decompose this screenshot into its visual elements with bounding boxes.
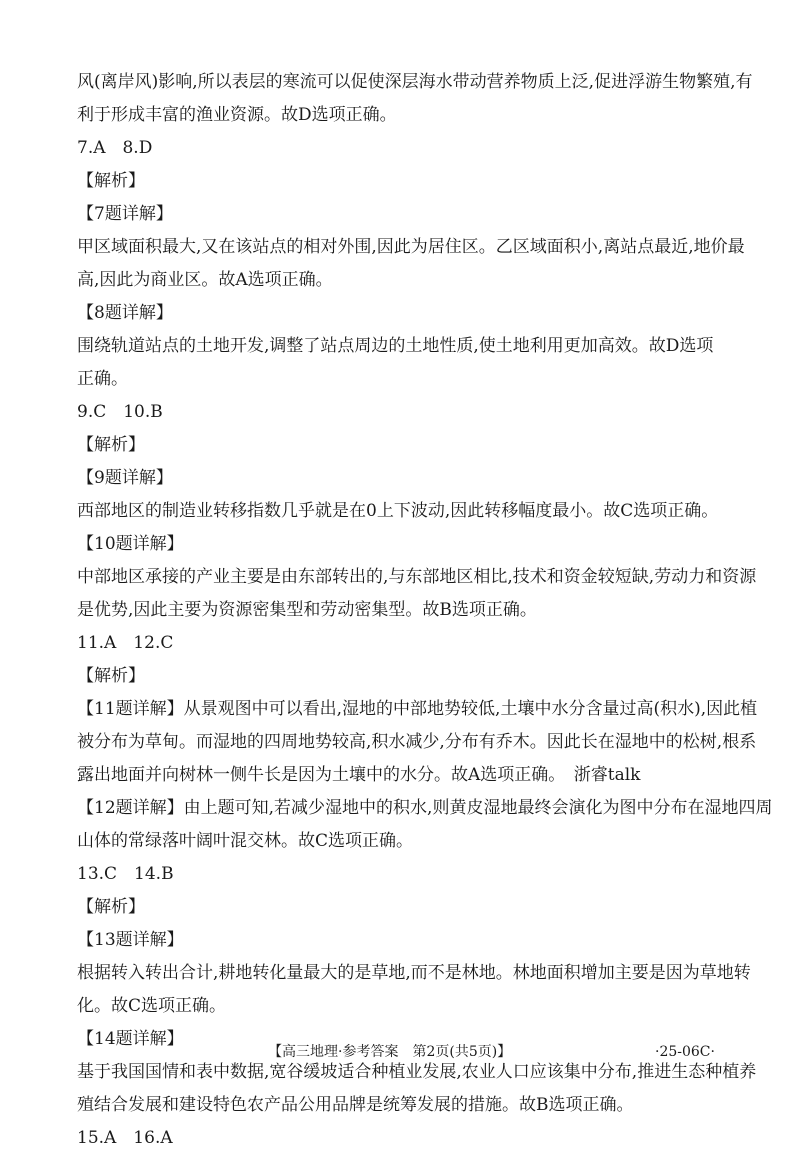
question-11-detail: 【11题详解】从景观图中可以看出,湿地的中部地势较低,土壤中水分含量过高(积水),因此植 <box>77 699 758 719</box>
answer-text-body <box>77 66 773 1155</box>
text-line: 露出地面并向树林一侧牛长是因为土壤中的水分。故A选项正确。 浙睿talk <box>77 765 641 785</box>
text-line: 是优势,因此主要为资源密集型和劳动密集型。故B选项正确。 <box>77 600 537 620</box>
text-line: 围绕轨道站点的土地开发,调整了站点周边的土地性质,使土地利用更加高效。故D选项 <box>77 336 714 356</box>
text-line: 被分布为草甸。而湿地的四周地势较高,积水减少,分布有乔木。因此长在湿地中的松树,根系 <box>77 732 757 752</box>
question-7-heading: 【7题详解】 <box>77 204 173 224</box>
footer-page-info: 【高三地理·参考答案 第2页(共5页)】 <box>268 1044 512 1060</box>
analysis-heading: 【解析】 <box>77 897 145 917</box>
text-line: 基于我国国情和表中数据,宽谷缓坡适合种植业发展,农业人口应该集中分布,推进生态种植养 <box>77 1062 757 1082</box>
text-line: 风(离岸风)影响,所以表层的寒流可以促使深层海水带动营养物质上泛,促进浮游生物繁殖,有 <box>77 72 753 92</box>
text-line: 利于形成丰富的渔业资源。故D选项正确。 <box>77 105 397 125</box>
text-line: 殖结合发展和建设特色农产品公用品牌是统筹发展的措施。故B选项正确。 <box>77 1095 634 1115</box>
question-10-heading: 【10题详解】 <box>77 534 184 554</box>
footer-doc-code: ·25-06C· <box>655 1044 715 1060</box>
text-line: 甲区域面积最大,又在该站点的相对外围,因此为居住区。乙区域面积小,离站点最近,地价最 <box>77 237 745 257</box>
text-line: 化。故C选项正确。 <box>77 996 227 1016</box>
answer-line-15-16: 15.A 16.A <box>77 1128 173 1148</box>
text-line: 正确。 <box>77 369 128 389</box>
question-9-heading: 【9题详解】 <box>77 468 173 488</box>
question-8-heading: 【8题详解】 <box>77 303 173 323</box>
text-line: 根据转入转出合计,耕地转化量最大的是草地,而不是林地。林地面积增加主要是因为草地转 <box>77 963 751 983</box>
text-line: 中部地区承接的产业主要是由东部转出的,与东部地区相比,技术和资金较短缺,劳动力和资源 <box>77 567 757 587</box>
analysis-heading: 【解析】 <box>77 435 145 455</box>
text-line: 山体的常绿落叶阔叶混交林。故C选项正确。 <box>77 831 414 851</box>
text-line: 西部地区的制造业转移指数几乎就是在0上下波动,因此转移幅度最小。故C选项正确。 <box>77 501 719 521</box>
question-12-detail: 【12题详解】由上题可知,若减少湿地中的积水,则黄皮湿地最终会演化为图中分布在湿地四周 <box>77 798 773 818</box>
analysis-heading: 【解析】 <box>77 171 145 191</box>
answer-line-9-10: 9.C 10.B <box>77 402 163 422</box>
answer-line-7-8: 7.A 8.D <box>77 138 153 158</box>
question-14-heading: 【14题详解】 <box>77 1029 184 1049</box>
question-13-heading: 【13题详解】 <box>77 930 184 950</box>
answer-line-13-14: 13.C 14.B <box>77 864 174 884</box>
analysis-heading: 【解析】 <box>77 666 145 686</box>
page-footer <box>0 1040 800 1064</box>
answer-line-11-12: 11.A 12.C <box>77 633 174 653</box>
text-line: 高,因此为商业区。故A选项正确。 <box>77 270 333 290</box>
